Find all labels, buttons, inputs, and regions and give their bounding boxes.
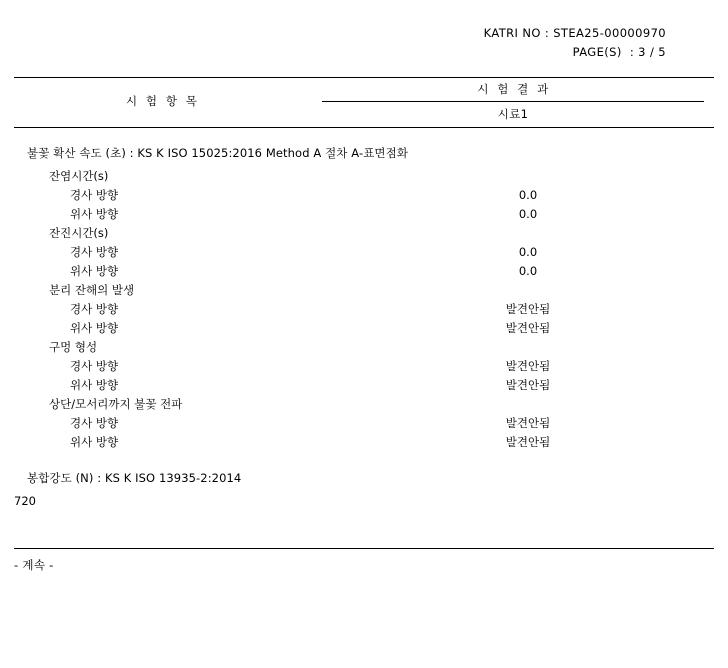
document-page	[0, 24, 728, 668]
column-header-sample-1: 시료1	[497, 107, 529, 121]
table-body	[14, 145, 714, 511]
table-row	[14, 395, 714, 414]
row-value: 0.0	[518, 207, 538, 221]
row-label: 위사 방향	[70, 264, 119, 278]
row-value: 0.0	[518, 188, 538, 202]
row-label: 잔진시간(s)	[49, 226, 109, 240]
table-header	[14, 77, 714, 128]
row-label: 구멍 형성	[49, 340, 98, 354]
row-label: 상단/모서리까지 불꽃 전파	[49, 397, 183, 411]
row-label: 경사 방향	[70, 245, 119, 259]
row-label: 위사 방향	[70, 207, 119, 221]
row-value: 발견안됨	[505, 359, 551, 373]
row-label: 위사 방향	[70, 435, 119, 449]
continued-note: - 계속 -	[14, 558, 54, 572]
footer-divider	[14, 548, 714, 549]
section-title-flame-spread: 불꽃 확산 속도 (초) : KS K ISO 15025:2016 Method A 절차 A-표면점화	[27, 146, 409, 160]
column-header-result-block	[322, 78, 704, 127]
column-header-result: 시 험 결 과	[322, 78, 704, 102]
table-row	[14, 167, 714, 186]
table-row	[14, 205, 714, 224]
katri-no: KATRI NO : STEA25-00000970	[483, 26, 666, 40]
row-value: 발견안됨	[505, 378, 551, 392]
table-row	[14, 300, 714, 319]
table-row	[14, 357, 714, 376]
document-header-meta	[14, 24, 714, 62]
table-row	[14, 281, 714, 300]
table-row	[14, 338, 714, 357]
row-value: 발견안됨	[505, 321, 551, 335]
page-number: PAGE(S) : 3 / 5	[572, 45, 666, 59]
table-row	[14, 492, 714, 511]
row-label: 위사 방향	[70, 378, 119, 392]
row-label: 경사 방향	[70, 188, 119, 202]
row-value: 발견안됨	[505, 416, 551, 430]
row-label: 경사 방향	[70, 416, 119, 430]
column-header-test-item: 시 험 항 목	[126, 94, 198, 108]
table-row	[14, 243, 714, 262]
table-row	[14, 224, 714, 243]
row-label: 잔염시간(s)	[49, 169, 109, 183]
table-row	[14, 433, 714, 452]
row-value: 발견안됨	[505, 302, 551, 316]
row-label: 분리 잔해의 발생	[49, 283, 135, 297]
section-title-seam-strength: 봉합강도 (N) : KS K ISO 13935-2:2014	[27, 471, 242, 485]
table-row	[14, 319, 714, 338]
row-label: 경사 방향	[70, 302, 119, 316]
row-value: 발견안됨	[505, 435, 551, 449]
row-value: 720	[14, 494, 36, 508]
row-label: 경사 방향	[70, 359, 119, 373]
table-row	[14, 414, 714, 433]
table-row	[14, 376, 714, 395]
row-value: 0.0	[518, 264, 538, 278]
table-row	[14, 186, 714, 205]
row-value: 0.0	[518, 245, 538, 259]
table-row	[14, 262, 714, 281]
row-label: 위사 방향	[70, 321, 119, 335]
